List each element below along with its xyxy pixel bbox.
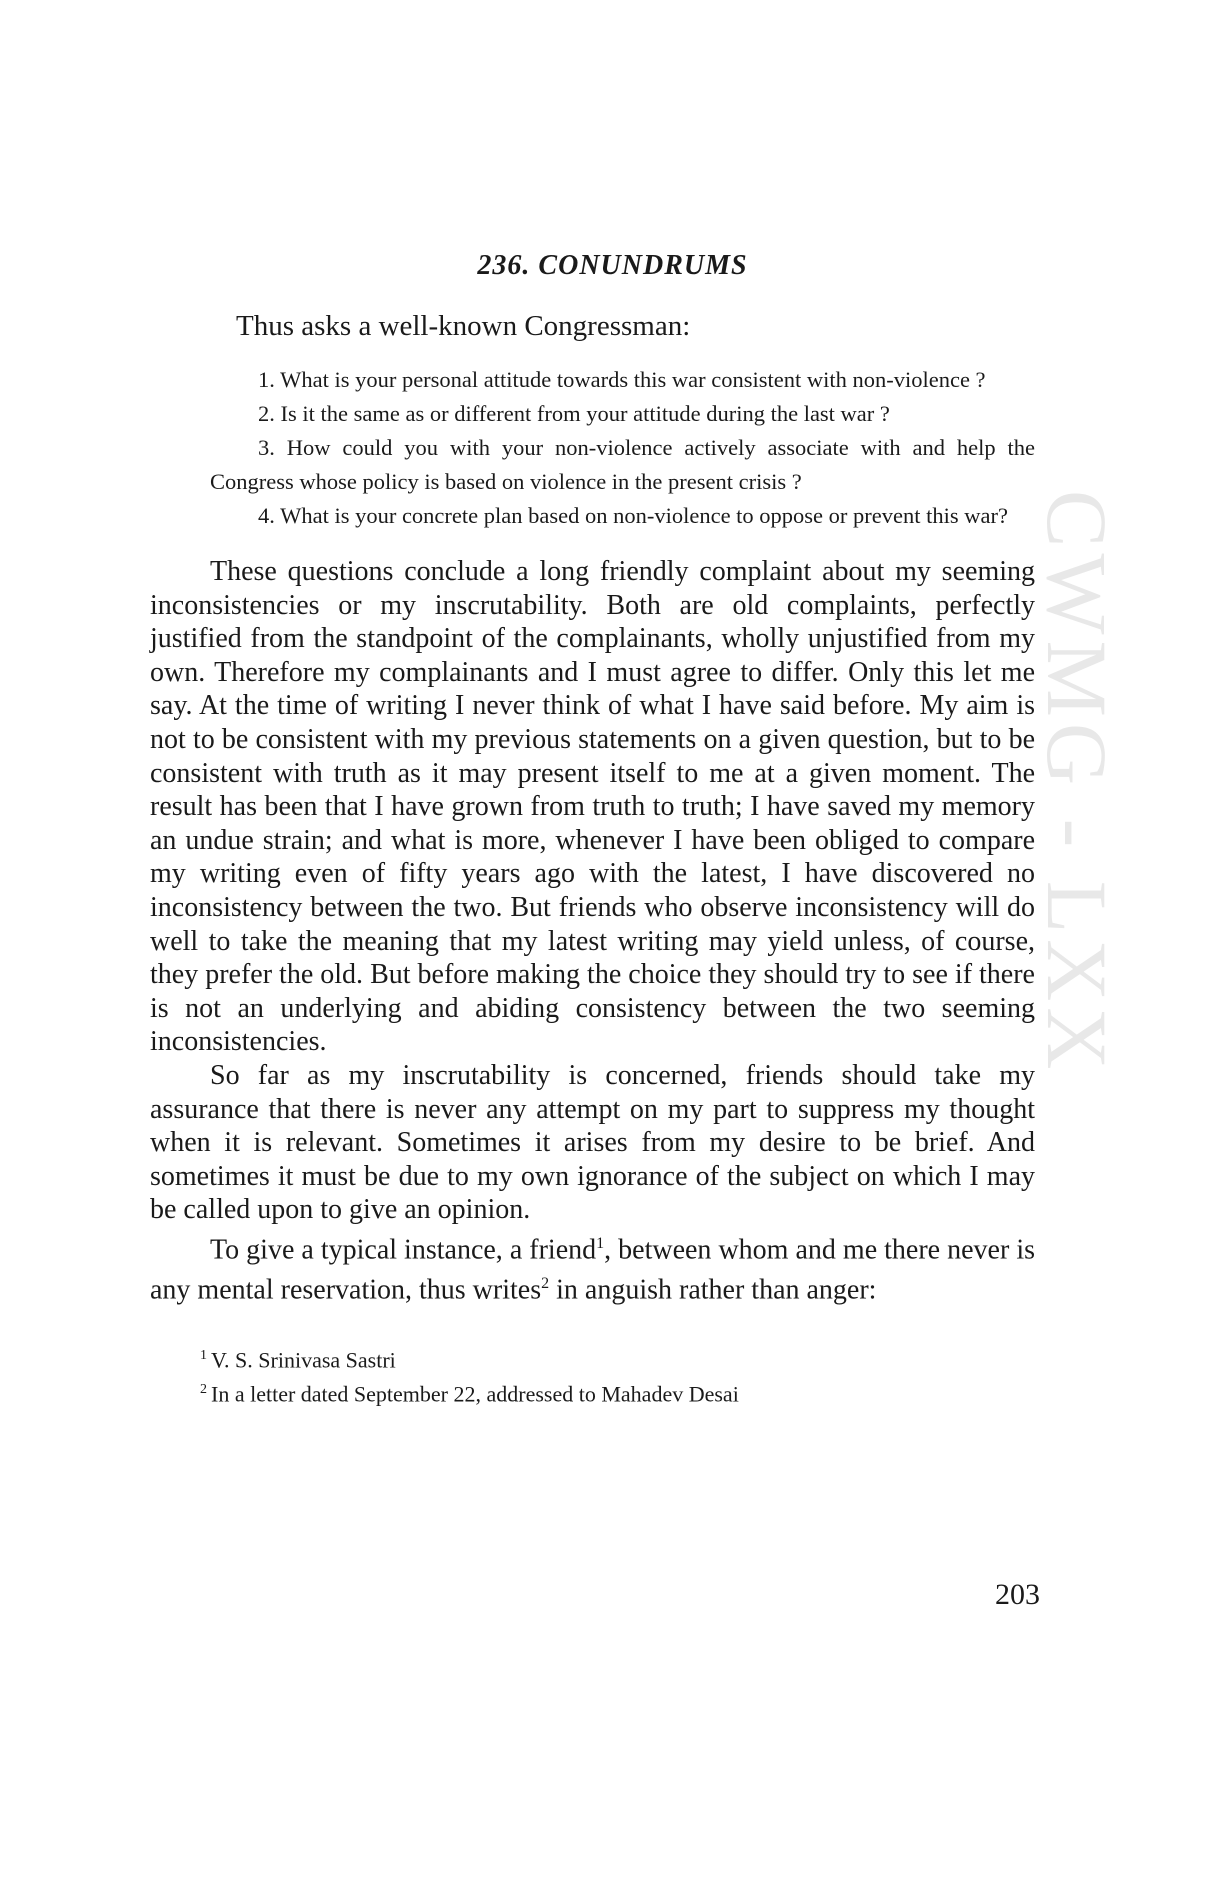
paragraph-2: So far as my inscrutability is concerned, friends should take my assurance that there is never any attempt on my part to suppress my thought when it is relevant. Sometimes it arises from my desire to be brief. And sometimes it must be due to my own ignorance of the subject on which I may be called upon to give an opinion. bbox=[150, 1059, 1035, 1226]
paragraph-3-text-a: To give a typical instance, a friend bbox=[210, 1234, 597, 1266]
question-item: 1. What is your personal attitude towards this war consistent with non-violence ? bbox=[258, 367, 986, 392]
footnote-mark: 1 bbox=[200, 1347, 207, 1363]
page-content bbox=[150, 250, 1035, 1409]
footnote-text: V. S. Srinivasa Sastri bbox=[211, 1347, 396, 1373]
footnote-1 bbox=[200, 1341, 1035, 1375]
paragraph-1: These questions conclude a long friendly complaint about my seeming inconsistencies or my inscrutability. Both are old complaints, perfectly justified from the standpoint of the complainants, wholly unjustified from my own. Therefore my complainants and I must agree to differ. Only this let me say. At the time of writing I never think of what I have said before. My aim is not to be consistent with my previous statements on a given question, but to be consistent with truth as it may present itself to me at a given moment. The result has been that I have grown from truth to truth; I have saved my memory an undue strain; and what is more, whenever I have been obliged to compare my writing even of fifty years ago with the latest, I have discovered no inconsistency between the two. But friends who observe inconsistency will do well to take the meaning that my latest writing may yield unless, of course, they prefer the old. But before making the choice they should try to see if there is not an underlying and abiding consistency between the two seeming inconsistencies. bbox=[150, 556, 1035, 1058]
paragraph-3-text-b: , between whom and me there never is any mental reservation, thus writes bbox=[150, 1234, 1036, 1306]
question-item: 4. What is your concrete plan based on non-violence to oppose or prevent this war? bbox=[258, 503, 1008, 528]
footnotes bbox=[200, 1341, 1035, 1410]
footnote-text: In a letter dated September 22, addressed to Mahadev Desai bbox=[211, 1381, 739, 1407]
intro-line: Thus asks a well-known Congressman: bbox=[236, 310, 691, 342]
footnote-mark: 2 bbox=[200, 1382, 207, 1398]
page-number: 203 bbox=[995, 1578, 1040, 1611]
watermark: CWMG - LXX bbox=[1029, 490, 1125, 1076]
article-title: 236. CONUNDRUMS bbox=[477, 250, 748, 281]
question-item: 3. How could you with your non-violence actively associate with and help the Congress whose policy is based on violence in the present crisis ? bbox=[210, 435, 1035, 494]
footnote-ref-2: 2 bbox=[541, 1274, 550, 1292]
paragraph-3 bbox=[150, 1227, 1035, 1307]
question-item: 2. Is it the same as or different from your attitude during the last war ? bbox=[258, 401, 890, 426]
paragraph-3-text-c: in anguish rather than anger: bbox=[549, 1274, 877, 1306]
footnote-2 bbox=[200, 1375, 1035, 1409]
body-text bbox=[150, 555, 1035, 1307]
footnote-ref-1: 1 bbox=[596, 1234, 605, 1252]
question-list bbox=[210, 363, 1035, 533]
